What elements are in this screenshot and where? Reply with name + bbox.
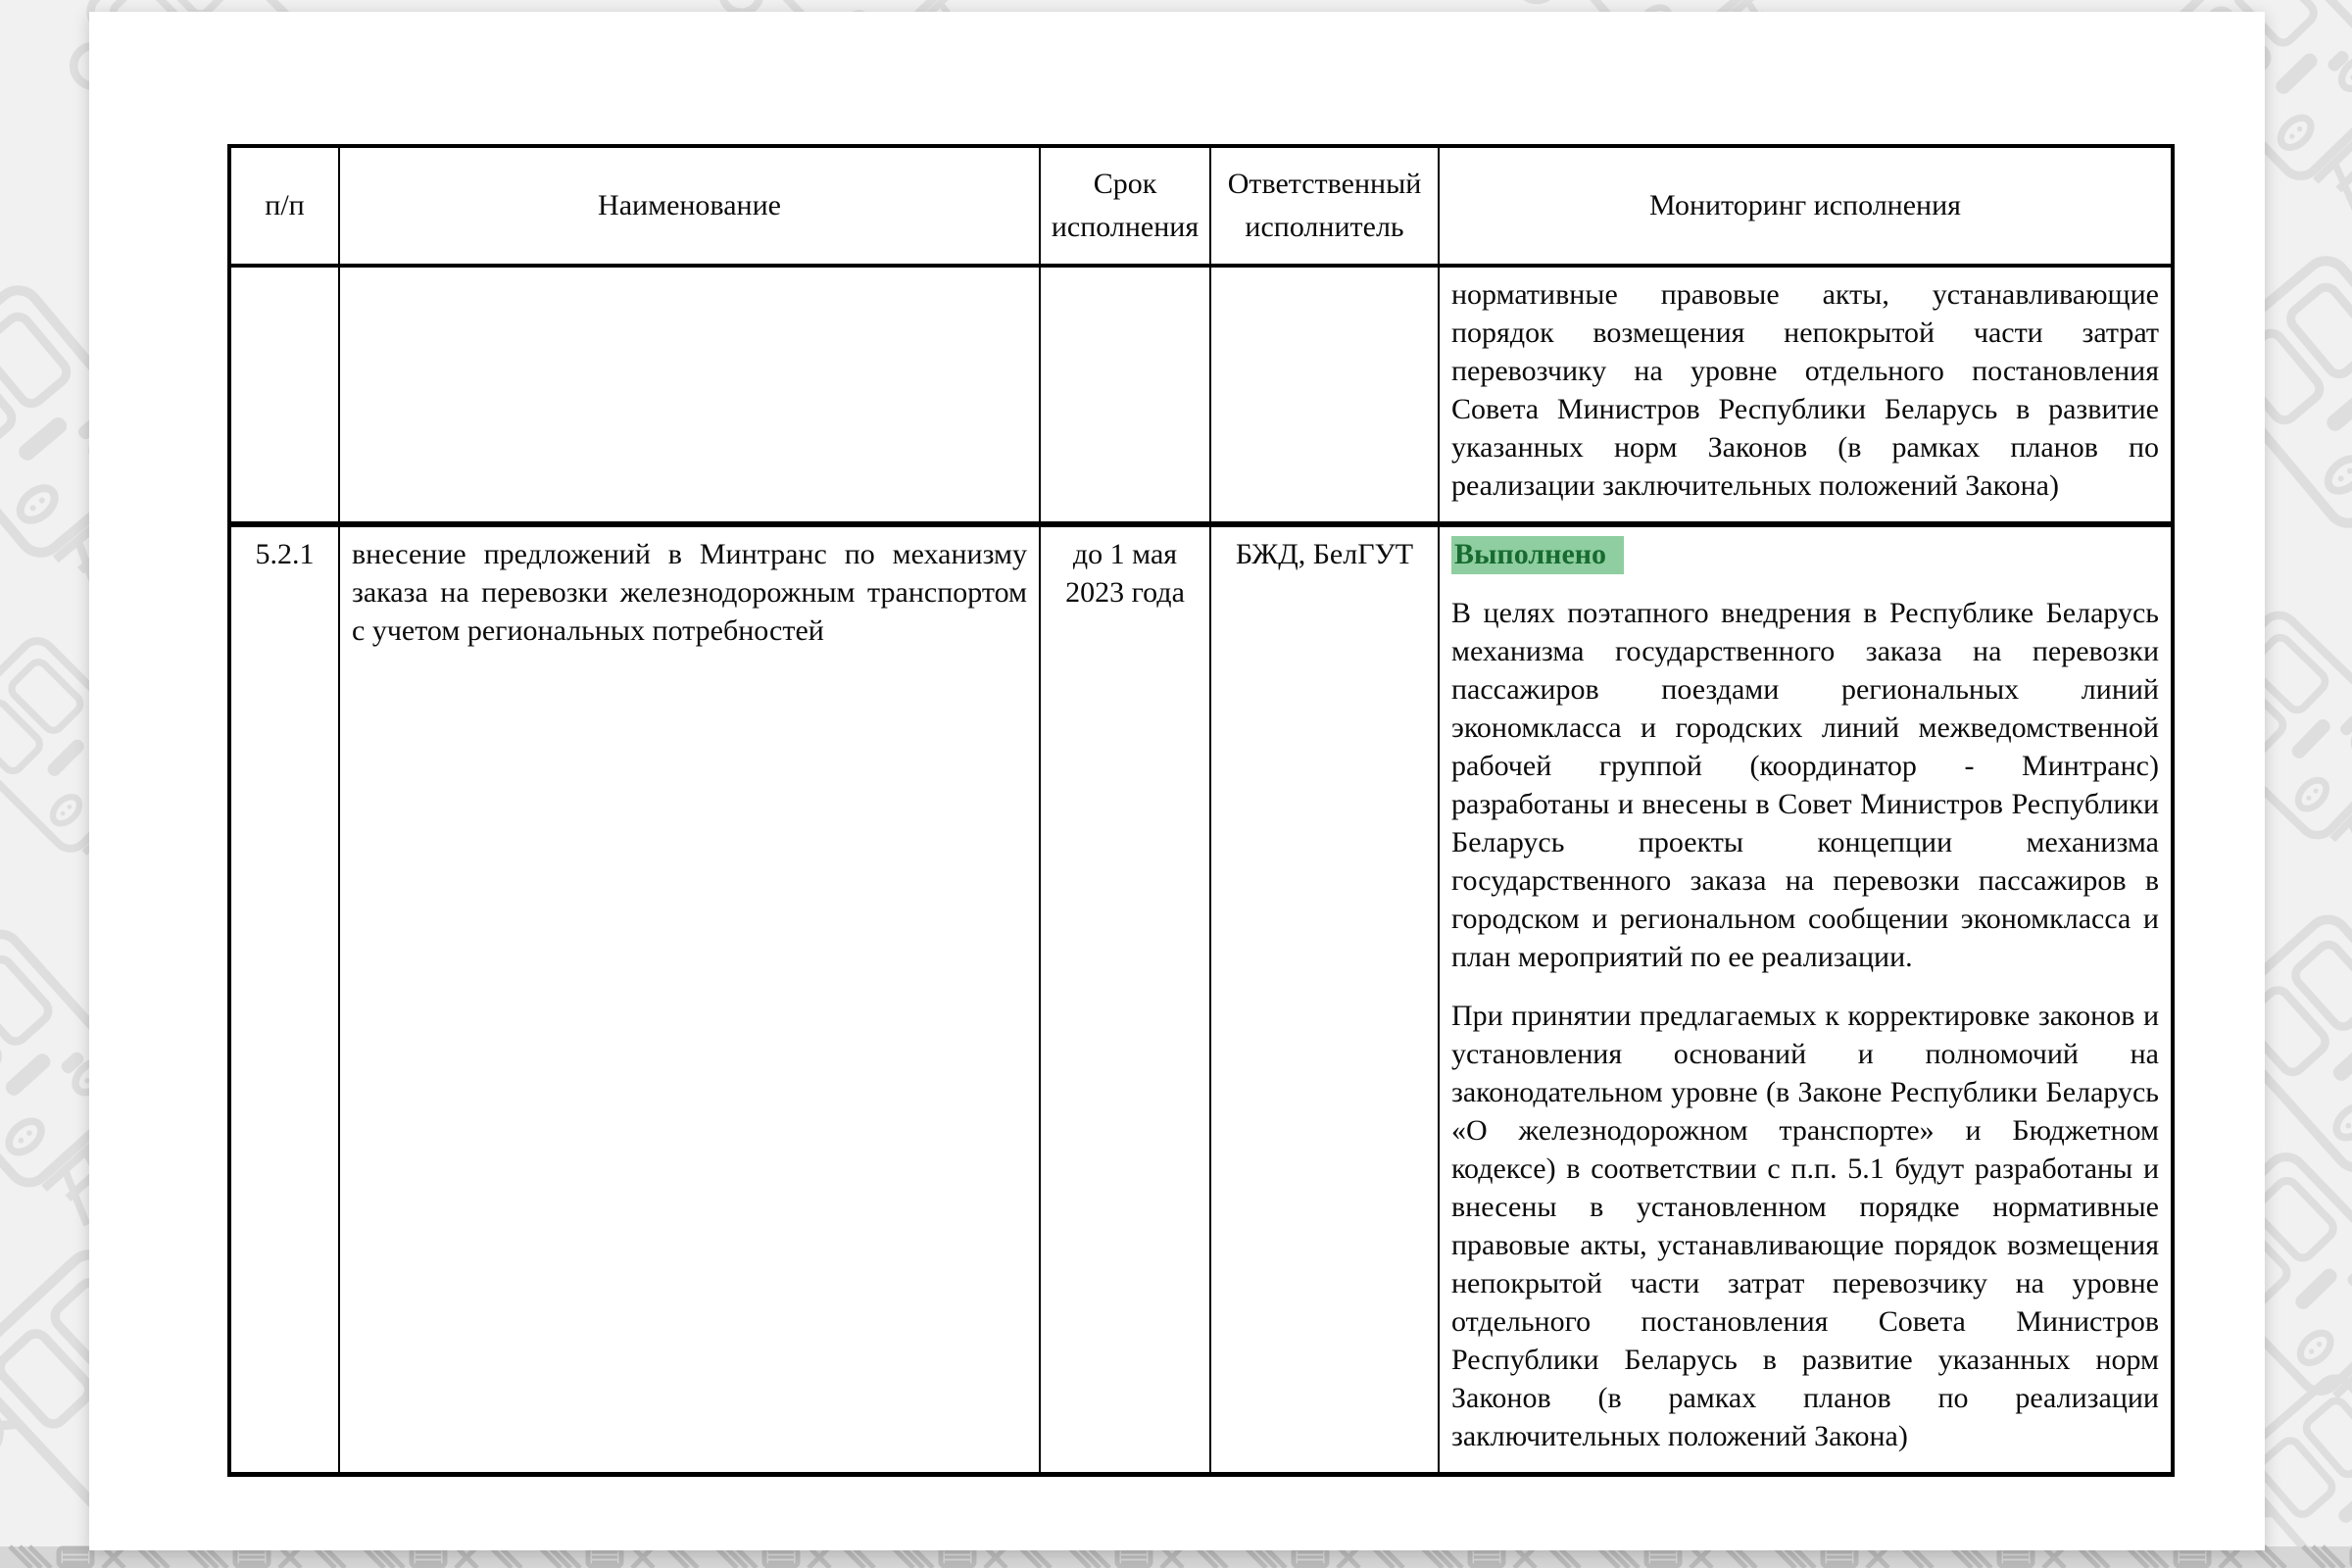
executor-cell [1210,266,1439,524]
table-row-521 [229,524,2173,1474]
table-row-continuation [229,266,2173,524]
num-cell [229,266,339,524]
status-badge: Выполнено [1451,536,1624,574]
name-cell [339,524,1040,1474]
table-header-row [229,146,2173,266]
col-header-monitoring: Мониторинг исполнения [1439,146,2173,266]
monitoring-cell [1439,266,2173,524]
col-header-executor: Ответственный исполнитель [1210,146,1439,266]
task-name-text: внесение предложений в Минтранс по механизму заказа на перевозки железнодорожным транспортом с учетом региональных потребностей [352,538,1027,647]
monitoring-paragraph: нормативные правовые акты, устанавливающие порядок возмещения непокрытой части затрат перевозчику на уровне отдельного постановления Совета Министров Республики Беларусь в развитие указанных норм Законов (в рамках планов по реализации заключительных положений Закона) [1451,278,2159,502]
col-header-num: п/п [229,146,339,266]
deadline-cell: до 1 мая 2023 года [1040,524,1210,1474]
name-cell [339,266,1040,524]
monitoring-table [227,144,2175,1477]
col-header-name: Наименование [339,146,1040,266]
document-page [89,12,2265,1550]
deadline-cell [1040,266,1210,524]
status-line [1451,535,2159,573]
monitoring-paragraph: В целях поэтапного внедрения в Республике Беларусь механизма государственного заказа на перевозки пассажиров поездами региональных линий экономкласса и городских линий межведомственной рабочей группой (координатор - Минтранс) разработаны и внесены в Совет Министров Республики Беларусь проекты концепции механизма государственного заказа на перевозки пассажиров в городском и региональном сообщении экономкласса и план мероприятий по ее реализации. [1451,597,2159,973]
monitoring-paragraph: При принятии предлагаемых к корректировке законов и установления оснований и полномочий на законодательном уровне (в Законе Республики Беларусь «О железнодорожном транспорте» и Бюджетном кодексе) в соответствии с п.п. 5.1 будут разработаны и внесены в установленном порядке нормативные правовые акты, устанавливающие порядок возмещения непокрытой части затрат перевозчику на уровне отдельного постановления Совета Министров Республики Беларусь в развитие указанных норм Законов (в рамках планов по реализации заключительных положений Закона) [1451,1000,2159,1452]
monitoring-cell [1439,524,2173,1474]
executor-cell: БЖД, БелГУТ [1210,524,1439,1474]
num-cell: 5.2.1 [229,524,339,1474]
col-header-deadline: Срок исполнения [1040,146,1210,266]
